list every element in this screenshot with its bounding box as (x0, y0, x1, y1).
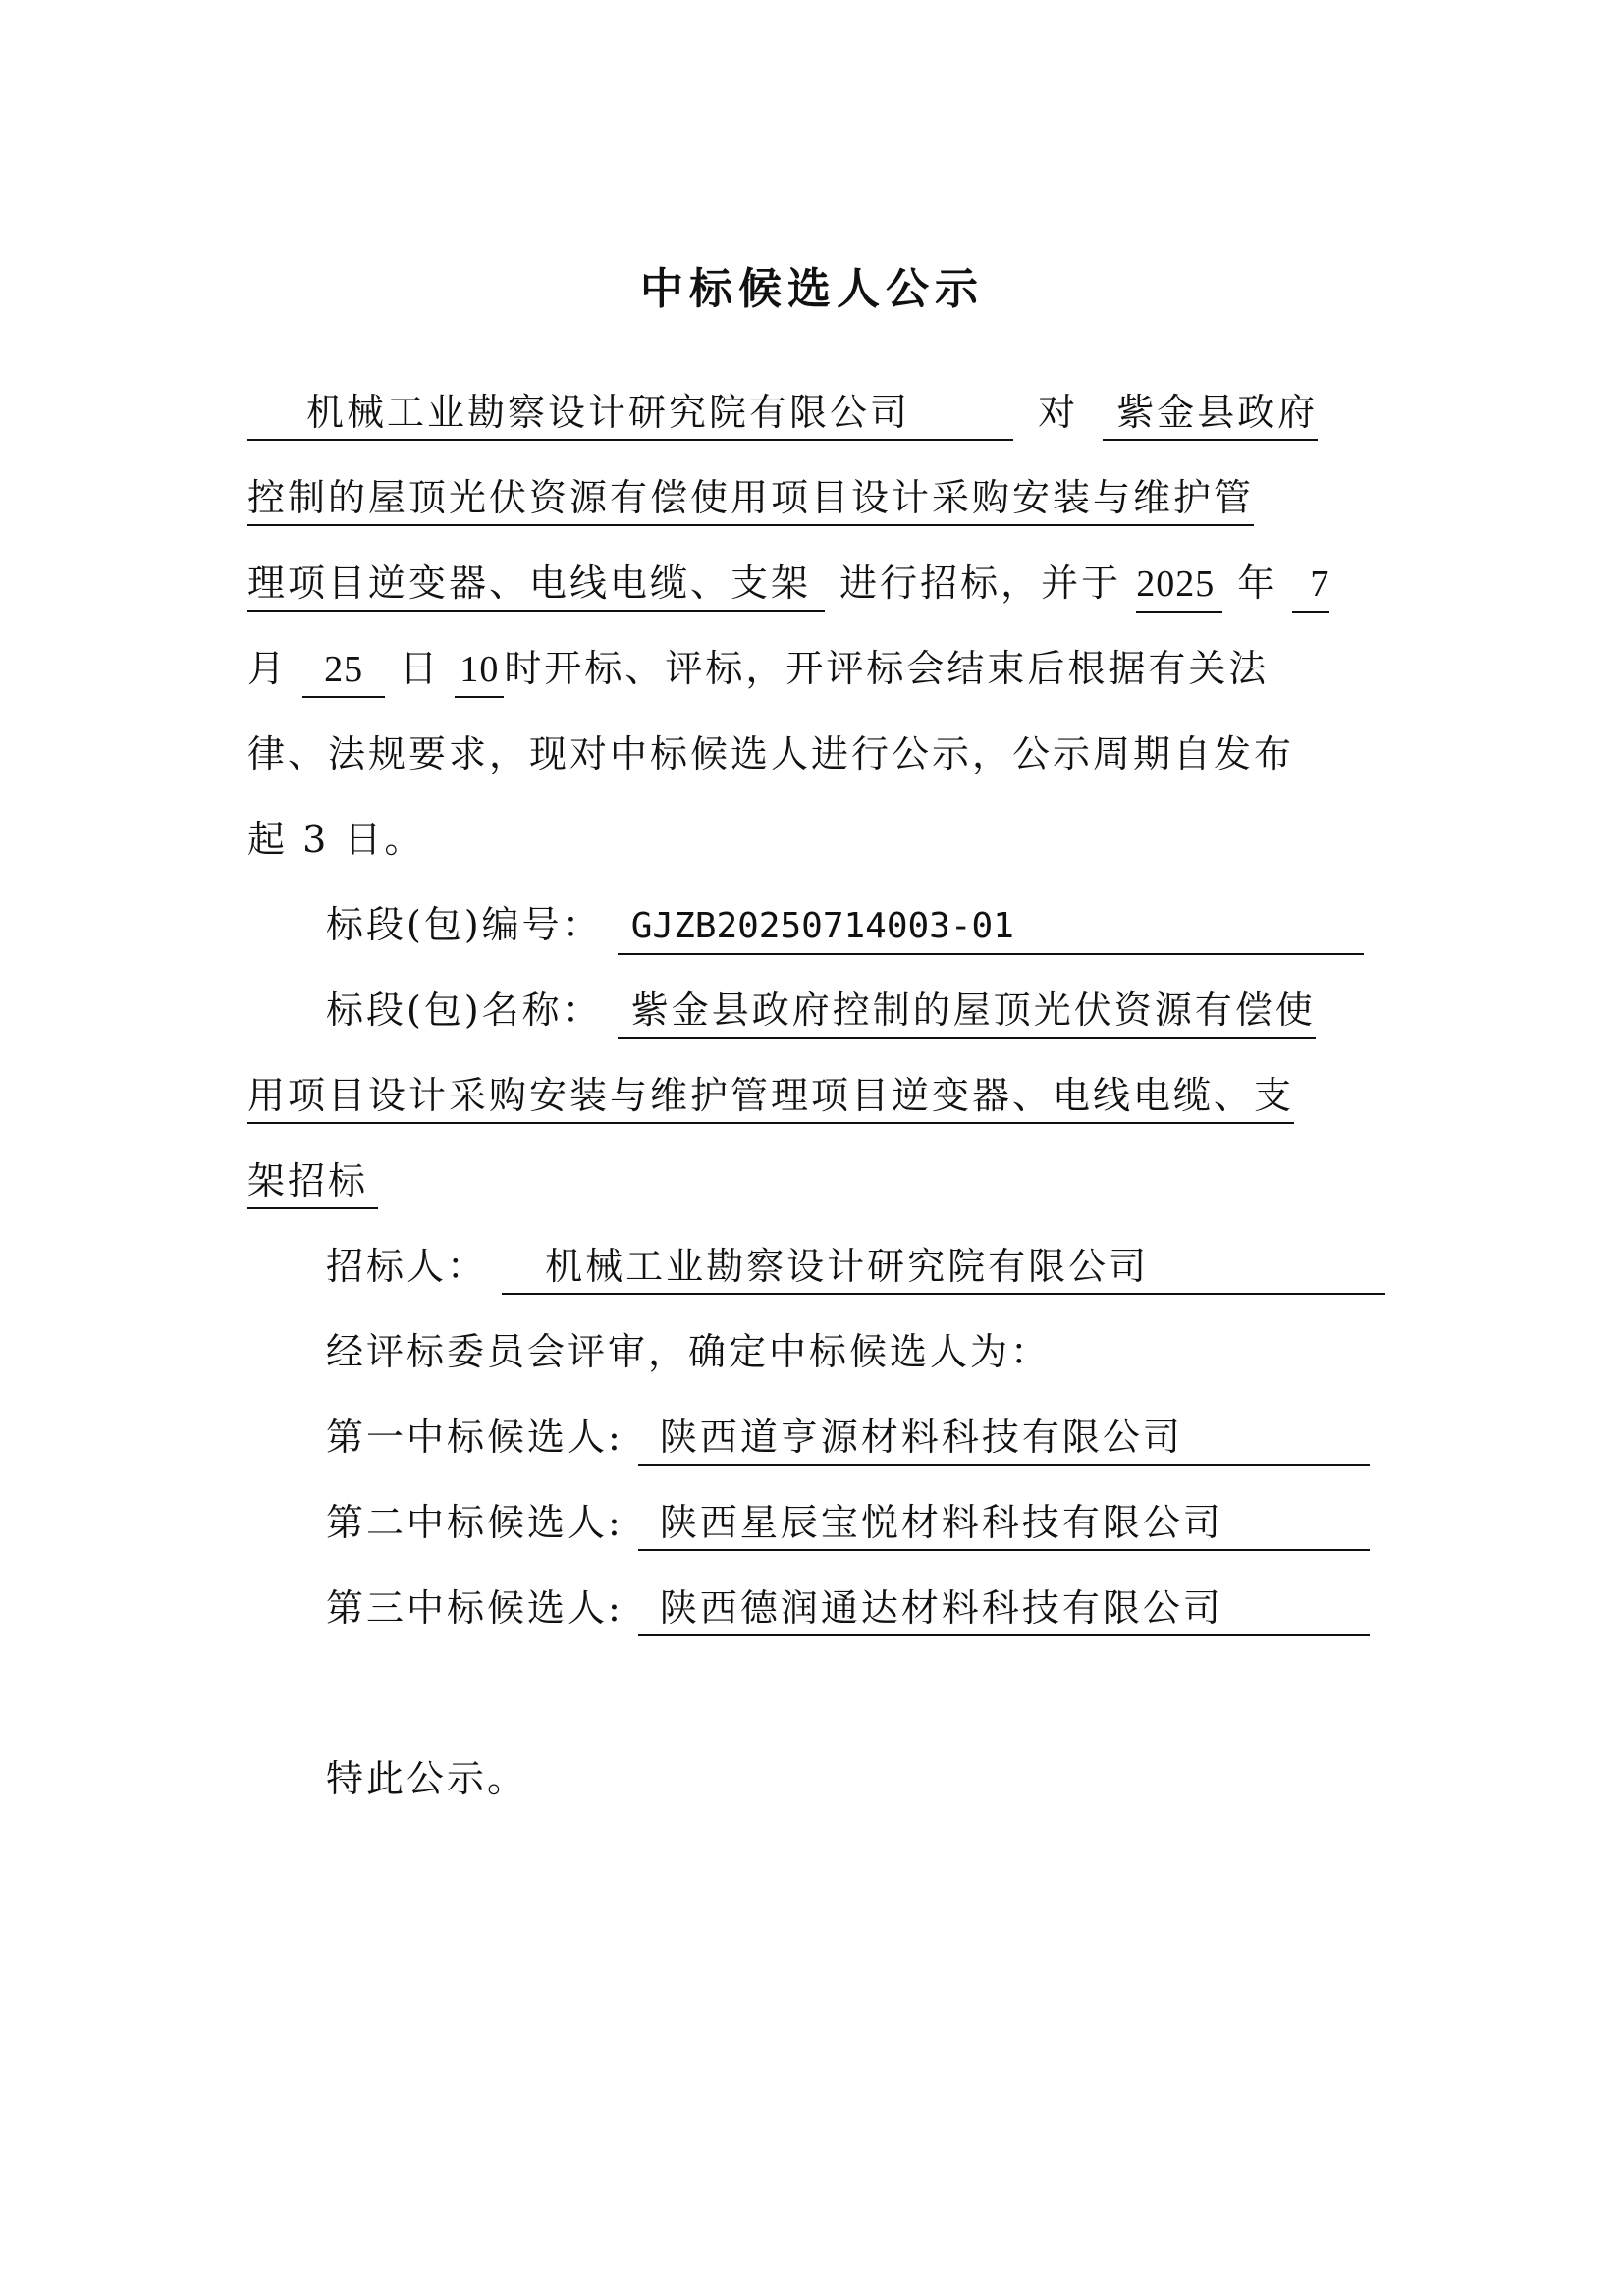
candidate-label: 第二中标候选人: (326, 1501, 623, 1544)
project-name-part-3: 理项目逆变器、电线电缆、支架 (247, 557, 825, 612)
tenderer-label: 招标人： (326, 1245, 488, 1288)
project-name-part-2: 控制的屋顶光伏资源有偿使用项目设计采购安装与维护管 (247, 471, 1254, 526)
evaluation-statement: 经评标委员会评审，确定中标候选人为： (326, 1330, 1052, 1373)
candidate-label: 第一中标候选人: (326, 1415, 623, 1459)
closing-statement: 特此公示。 (326, 1757, 528, 1800)
candidate-row-1 (326, 1408, 1388, 1467)
candidate-label: 第三中标候选人: (326, 1586, 623, 1629)
intro-line-4 (247, 639, 1388, 698)
month-suffix: 月 (247, 647, 289, 690)
tenderer-row (326, 1237, 1388, 1296)
tenderer-name-blank: 机械工业勘察设计研究院有限公司 (247, 386, 1013, 441)
section-name-row-1 (326, 981, 1388, 1040)
section-number-row (326, 895, 1388, 954)
hour-blank: 10 (455, 643, 504, 698)
section-name-label: 标段(包)名称： (326, 988, 603, 1032)
intro-line-5: 律、法规要求，现对中标候选人进行公示，公示周期自发布 (247, 732, 1295, 775)
page-title: 中标候选人公示 (640, 264, 984, 314)
section-name-value-3: 架招标 (247, 1154, 378, 1209)
section-name-value-2: 用项目设计采购安装与维护管理项目逆变器、电线电缆、支 (247, 1069, 1294, 1124)
section-name-row-3 (247, 1151, 1388, 1210)
intro-line-3 (247, 554, 1388, 613)
intro-text-after-hour: 时开标、评标，开评标会结束后根据有关法 (504, 647, 1270, 690)
project-name-part-1: 紫金县政府 (1103, 386, 1318, 441)
connector-text: 对 (1038, 391, 1079, 434)
candidate-name: 陕西德润通达材料科技有限公司 (638, 1581, 1370, 1636)
section-number-label: 标段(包)编号： (326, 903, 603, 946)
candidate-row-3 (326, 1578, 1388, 1637)
intro-line-2 (247, 468, 1388, 527)
intro-line-1 (247, 383, 1388, 442)
section-name-value-1: 紫金县政府控制的屋顶光伏资源有偿使 (618, 984, 1316, 1039)
candidate-row-2 (326, 1493, 1388, 1552)
tenderer-value: 机械工业勘察设计研究院有限公司 (502, 1240, 1385, 1295)
intro-text-jinxing: 进行招标，并于 (839, 561, 1122, 605)
day-suffix: 日 (400, 647, 441, 690)
month-blank: 7 (1292, 558, 1329, 613)
section-number-value: GJZB20250714003-01 (618, 900, 1364, 955)
year-blank: 2025 (1136, 558, 1222, 613)
section-name-row-2 (247, 1066, 1388, 1125)
year-suffix: 年 (1237, 561, 1278, 605)
candidate-name: 陕西道亨源材料科技有限公司 (638, 1411, 1370, 1466)
candidate-name: 陕西星辰宝悦材料科技有限公司 (638, 1496, 1370, 1551)
day-blank: 25 (302, 643, 385, 698)
intro-line-6: 起 3 日。 (247, 818, 425, 861)
